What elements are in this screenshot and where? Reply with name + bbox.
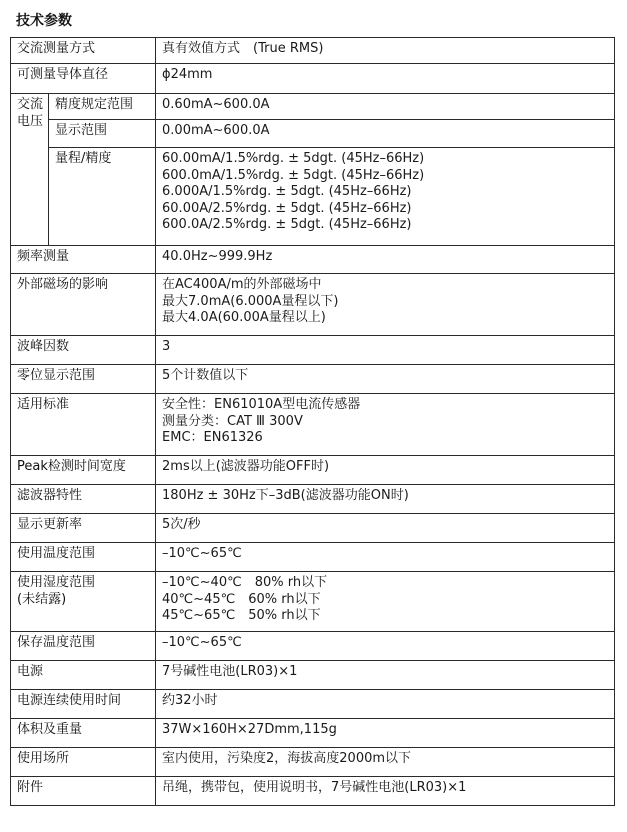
row-label: 外部磁场的影响 — [11, 274, 156, 336]
row-label: 量程/精度 — [49, 148, 156, 246]
row-label: 零位显示范围 — [11, 365, 156, 394]
value-line: 最大7.0mA(6.000A量程以下) — [162, 293, 339, 309]
table-row — [11, 514, 615, 543]
table-row — [11, 64, 615, 94]
row-value: 7号碱性电池(LR03)×1 — [156, 661, 615, 690]
row-value: 3 — [156, 336, 615, 365]
value-line: 600.0A/2.5%rdg. ± 5dgt. (45Hz–66Hz) — [162, 217, 412, 232]
row-value: 2ms以上(滤波器功能OFF时) — [156, 456, 615, 485]
row-value: –10℃~65℃ — [156, 543, 615, 572]
row-label: 附件 — [11, 777, 156, 806]
table-row — [11, 394, 615, 456]
table-row — [11, 632, 615, 661]
row-label: 使用温度范围 — [11, 543, 156, 572]
row-value-multiline — [156, 274, 615, 336]
value-line: 测量分类：CAT Ⅲ 300V — [162, 413, 303, 429]
table-row — [11, 38, 615, 64]
table-row — [11, 485, 615, 514]
row-value: 约32小时 — [156, 690, 615, 719]
ac-group-label — [11, 94, 49, 246]
table-row — [11, 748, 615, 777]
row-value: 5次/秒 — [156, 514, 615, 543]
label-line: (未结露) — [17, 591, 67, 607]
row-value-multiline — [156, 572, 615, 632]
row-label: 体积及重量 — [11, 719, 156, 748]
row-value: ϕ24mm — [156, 64, 615, 94]
table-row — [11, 120, 615, 148]
table-row — [11, 690, 615, 719]
row-value-multiline — [156, 394, 615, 456]
row-label: 波峰因数 — [11, 336, 156, 365]
row-value: –10℃~65℃ — [156, 632, 615, 661]
row-label: 显示范围 — [49, 120, 156, 148]
row-label: Peak检测时间宽度 — [11, 456, 156, 485]
row-label: 电源连续使用时间 — [11, 690, 156, 719]
row-label: 显示更新率 — [11, 514, 156, 543]
value-line: 最大4.0A(60.00A量程以上) — [162, 310, 326, 325]
row-value: 室内使用，污染度2，海拔高度2000m以下 — [156, 748, 615, 777]
value-line: 60.00A/2.5%rdg. ± 5dgt. (45Hz–66Hz) — [162, 200, 412, 216]
ac-group-line: 电压 — [17, 113, 44, 129]
row-value: 0.00mA~600.0A — [156, 120, 615, 148]
row-value: 真有效值方式 (True RMS) — [156, 38, 615, 64]
value-line: 在AC400A/m的外部磁场中 — [162, 277, 322, 292]
table-row — [11, 246, 615, 274]
row-label: 精度规定范围 — [49, 94, 156, 120]
row-value: 吊绳，携带包，使用说明书，7号碱性电池(LR03)×1 — [156, 777, 615, 806]
row-label: 滤波器特性 — [11, 485, 156, 514]
table-row — [11, 148, 615, 246]
row-value: 5个计数值以下 — [156, 365, 615, 394]
spec-table — [10, 37, 615, 806]
row-label: 适用标准 — [11, 394, 156, 456]
value-line: 安全性：EN61010A型电流传感器 — [162, 397, 361, 412]
table-row — [11, 456, 615, 485]
row-label: 频率测量 — [11, 246, 156, 274]
row-value-multiline — [156, 148, 615, 246]
table-row — [11, 274, 615, 336]
table-row — [11, 365, 615, 394]
value-line: 60.00mA/1.5%rdg. ± 5dgt. (45Hz–66Hz) — [162, 151, 425, 166]
table-row — [11, 719, 615, 748]
row-label-multiline — [11, 572, 156, 632]
table-row — [11, 543, 615, 572]
value-line: 40℃~45℃ 60% rh以下 — [162, 591, 321, 607]
row-value: 40.0Hz~999.9Hz — [156, 246, 615, 274]
row-label: 使用场所 — [11, 748, 156, 777]
value-line: EMC：EN61326 — [162, 430, 263, 445]
ac-group-line: 交流 — [17, 97, 44, 112]
label-line: 使用湿度范围 — [17, 575, 96, 590]
page-title: 技术参数 — [16, 13, 72, 29]
row-value: 0.60mA~600.0A — [156, 94, 615, 120]
value-line: –10℃~40℃ 80% rh以下 — [162, 575, 328, 590]
table-row — [11, 336, 615, 365]
row-label: 交流测量方式 — [11, 38, 156, 64]
table-row — [11, 777, 615, 806]
row-label: 可测量导体直径 — [11, 64, 156, 94]
row-value: 37W×160H×27Dmm,115g — [156, 719, 615, 748]
row-label: 保存温度范围 — [11, 632, 156, 661]
value-line: 600.0mA/1.5%rdg. ± 5dgt. (45Hz–66Hz) — [162, 167, 425, 183]
value-line: 6.000A/1.5%rdg. ± 5dgt. (45Hz–66Hz) — [162, 184, 412, 199]
row-label: 电源 — [11, 661, 156, 690]
table-row — [11, 94, 615, 120]
row-value: 180Hz ± 30Hz下–3dB(滤波器功能ON时) — [156, 485, 615, 514]
table-row — [11, 661, 615, 690]
table-row — [11, 572, 615, 632]
value-line: 45℃~65℃ 50% rh以下 — [162, 608, 321, 623]
